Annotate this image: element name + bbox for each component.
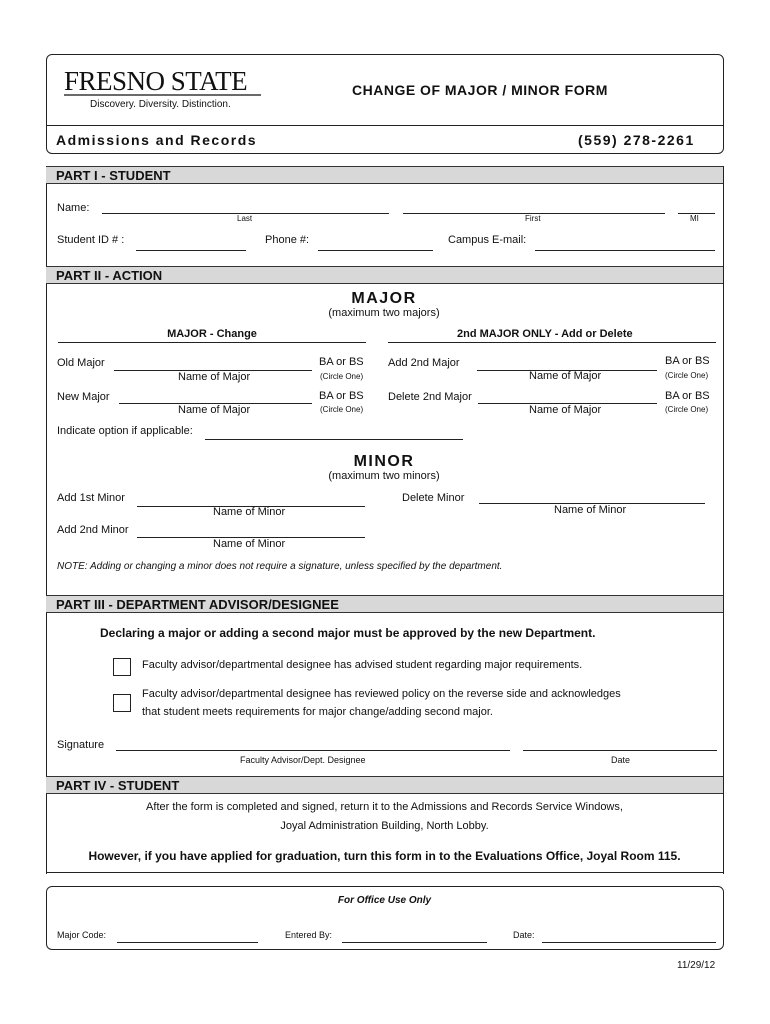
first-caption: First — [525, 214, 541, 223]
old-major-label: Old Major — [57, 357, 105, 369]
new-major-ba-bs: BA or BS — [319, 390, 364, 402]
form-title: CHANGE OF MAJOR / MINOR FORM — [352, 82, 608, 98]
major-subheading: (maximum two majors) — [328, 307, 440, 319]
reviewed-checkbox[interactable] — [113, 694, 131, 712]
minor-note: NOTE: Adding or changing a minor does not require a signature, unless specified by the department. — [57, 561, 503, 572]
part4-header: PART IV - STUDENT — [46, 776, 723, 794]
second-major-header: 2nd MAJOR ONLY - Add or Delete — [457, 328, 633, 340]
delete-minor-caption: Name of Minor — [554, 504, 627, 516]
logo-wordmark — [64, 64, 264, 98]
signature-label: Signature — [57, 739, 105, 751]
logo-lettering: FRESNO STATE — [64, 66, 248, 96]
fresno-state-logo — [64, 64, 264, 114]
add-2nd-circle-one: (Circle One) — [665, 371, 709, 380]
return-instructions-line2: Joyal Administration Building, North Lobby. — [280, 820, 489, 832]
signature-date-field[interactable] — [523, 750, 717, 751]
form-version-date: 11/29/12 — [677, 960, 716, 971]
second-major-rule — [388, 342, 716, 343]
office-date-field[interactable] — [542, 942, 716, 943]
option-field[interactable] — [205, 439, 463, 440]
add-2nd-major-caption: Name of Major — [529, 370, 602, 382]
advised-text: Faculty advisor/departmental designee has advised student regarding major requirements. — [142, 659, 583, 671]
delete-minor-label: Delete Minor — [402, 492, 465, 504]
add-2nd-major-label: Add 2nd Major — [388, 357, 460, 369]
reviewed-text-line1: Faculty advisor/departmental designee has reviewed policy on the reverse side and acknowledges — [142, 688, 621, 700]
student-id-field[interactable] — [136, 250, 246, 251]
entered-by-field[interactable] — [342, 942, 487, 943]
add-2nd-minor-caption: Name of Minor — [213, 538, 286, 550]
major-change-header: MAJOR - Change — [167, 328, 257, 340]
last-caption: Last — [237, 214, 253, 223]
add-2nd-ba-bs: BA or BS — [665, 355, 710, 367]
logo-tagline: Discovery. Diversity. Distinction. — [90, 99, 231, 110]
signature-caption: Faculty Advisor/Dept. Designee — [240, 755, 366, 765]
old-major-caption: Name of Major — [178, 371, 251, 383]
name-label: Name: — [57, 202, 90, 214]
delete-2nd-circle-one: (Circle One) — [665, 405, 709, 414]
add-1st-minor-caption: Name of Minor — [213, 506, 286, 518]
minor-subheading: (maximum two minors) — [328, 470, 440, 482]
part2-header: PART II - ACTION — [46, 266, 723, 284]
option-label: Indicate option if applicable: — [57, 425, 193, 437]
new-major-label: New Major — [57, 391, 110, 403]
form-body-bottom — [46, 872, 723, 873]
advised-checkbox[interactable] — [113, 658, 131, 676]
new-major-circle-one: (Circle One) — [320, 405, 364, 414]
delete-2nd-major-caption: Name of Major — [529, 404, 602, 416]
office-date-label: Date: — [513, 930, 535, 940]
graduation-notice: However, if you have applied for graduation, turn this form in to the Evaluations Office, Joyal Room 115. — [88, 849, 681, 863]
major-change-rule — [58, 342, 366, 343]
major-heading: MAJOR — [351, 290, 417, 307]
delete-2nd-ba-bs: BA or BS — [665, 390, 710, 402]
major-code-field[interactable] — [117, 942, 258, 943]
part1-header: PART I - STUDENT — [46, 166, 723, 184]
declaring-statement: Declaring a major or adding a second major must be approved by the new Department. — [100, 626, 596, 640]
mi-caption: MI — [690, 214, 699, 223]
return-instructions-line1: After the form is completed and signed, return it to the Admissions and Records Service Windows, — [146, 801, 623, 813]
old-major-circle-one: (Circle One) — [320, 372, 364, 381]
signature-date-caption: Date — [611, 755, 631, 765]
minor-heading: MINOR — [353, 453, 415, 470]
entered-by-label: Entered By: — [285, 930, 333, 940]
office-phone: (559) 278-2261 — [578, 132, 695, 148]
signature-field[interactable] — [116, 750, 510, 751]
office-name: Admissions and Records — [56, 132, 258, 148]
new-major-caption: Name of Major — [178, 404, 251, 416]
email-field[interactable] — [535, 250, 715, 251]
header-divider — [47, 125, 723, 126]
office-use-title: For Office Use Only — [337, 895, 432, 906]
add-1st-minor-label: Add 1st Minor — [57, 492, 125, 504]
email-label: Campus E-mail: — [448, 234, 527, 246]
add-2nd-minor-label: Add 2nd Minor — [57, 524, 129, 536]
phone-field[interactable] — [318, 250, 433, 251]
delete-2nd-major-label: Delete 2nd Major — [388, 391, 472, 403]
reviewed-text-line2: that student meets requirements for major change/adding second major. — [142, 706, 493, 718]
major-code-label: Major Code: — [57, 930, 107, 940]
part3-header: PART III - DEPARTMENT ADVISOR/DESIGNEE — [46, 595, 723, 613]
phone-label: Phone #: — [265, 234, 310, 246]
old-major-ba-bs: BA or BS — [319, 356, 364, 368]
student-id-label: Student ID # : — [57, 234, 125, 246]
